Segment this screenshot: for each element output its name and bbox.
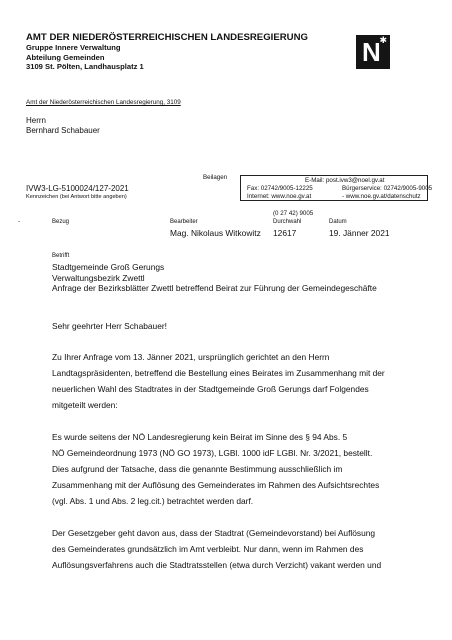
betreff-line: Anfrage der Bezirksblätter Zwettl betreffend Beirat zur Führung der Gemeindegeschäfte xyxy=(52,283,377,293)
betreff-label: Betrifft xyxy=(52,253,70,259)
paragraph-line: neuerlichen Wahl des Stadtrates in der Stadtgemeinde Groß Gerungs darf Folgendes xyxy=(52,384,369,394)
paragraph-line: Auflösungsverfahrens auch die Stadtratsstellen (etwa durch Verzicht) vakant werden und xyxy=(52,560,382,570)
logo-star-icon: ✱ xyxy=(379,35,387,45)
bearbeiter-value: Mag. Nikolaus Witkowitz xyxy=(170,228,261,238)
sender-line: Amt der Niederösterreichischen Landesregierung, 3109 xyxy=(26,99,181,106)
recipient-name: Bernhard Schabauer xyxy=(26,125,100,135)
letterhead-title: AMT DER NIEDERÖSTERREICHISCHEN LANDESREGIERUNG xyxy=(26,32,308,43)
paragraph-line: Der Gesetzgeber geht davon aus, dass der Stadtrat (Gemeindevorstand) bei Auflösung xyxy=(52,528,376,538)
reference-number: IVW3-LG-5100024/127-2021 xyxy=(26,184,129,193)
paragraph-line: Landtagspräsidenten, betreffend die Bestellung eines Beirates im Zusammenhang mit der xyxy=(52,368,385,378)
logo-letter: N xyxy=(362,37,381,67)
margin-dash: - xyxy=(18,219,20,225)
letterhead-line: Gruppe Innere Verwaltung xyxy=(26,43,121,52)
contact-internet: Internet: www.noe.gv.at xyxy=(247,193,312,200)
phone-prefix: (0 27 42) 9005 xyxy=(273,210,314,217)
contact-datenschutz: - www.noe.gv.at/datenschutz xyxy=(342,193,421,200)
datum-label: Datum xyxy=(329,219,347,225)
contact-fax: Fax: 02742/9005-12225 xyxy=(247,185,313,192)
contact-buergerservice: Bürgerservice: 02742/9005-9005 xyxy=(342,185,433,192)
recipient xyxy=(26,116,100,135)
beilagen-label: Beilagen xyxy=(203,174,228,181)
paragraph-line: (vgl. Abs. 1 und Abs. 2 leg.cit.) betrachtet werden darf. xyxy=(52,496,254,506)
salutation: Sehr geehrter Herr Schabauer! xyxy=(52,321,167,331)
paragraph-line: Dies aufgrund der Tatsache, dass die genannte Bestimmung ausschließlich im xyxy=(52,464,343,474)
durchwahl-label: Durchwahl xyxy=(273,219,302,225)
durchwahl-value: 12617 xyxy=(273,228,297,238)
datum-value: 19. Jänner 2021 xyxy=(329,228,390,238)
contact-box xyxy=(240,175,433,201)
paragraph-line: Es wurde seitens der NÖ Landesregierung kein Beirat im Sinne des § 94 Abs. 5 xyxy=(52,432,348,442)
reference-note: Kennzeichen (bei Antwort bitte angeben) xyxy=(26,194,127,200)
paragraph-line: NÖ Gemeindeordnung 1973 (NÖ GO 1973), LGBl. 1000 idF LGBl. Nr. 3/2021, bestellt. xyxy=(52,448,373,458)
bearbeiter-label: Bearbeiter xyxy=(170,219,198,225)
paragraph-line: mitgeteilt werden: xyxy=(52,400,118,410)
noe-logo xyxy=(356,35,390,69)
bezug-label: Bezug xyxy=(52,219,70,225)
betreff-line: Verwaltungsbezirk Zwettl xyxy=(52,272,145,283)
paragraph-line: Zu Ihrer Anfrage vom 13. Jänner 2021, ursprünglich gerichtet an den Herrn xyxy=(52,352,330,362)
betreff xyxy=(52,262,377,294)
betreff-line: Stadtgemeinde Groß Gerungs xyxy=(52,262,165,272)
letterhead-line: 3109 St. Pölten, Landhausplatz 1 xyxy=(26,62,144,72)
paragraph-line: des Gemeinderates grundsätzlich im Amt verbleibt. Nur dann, wenn im Rahmen des xyxy=(52,544,364,554)
letterhead-line: Abteilung Gemeinden xyxy=(26,52,105,62)
recipient-line: Herrn xyxy=(26,116,47,125)
contact-email: E-Mail: post.ivw3@noel.gv.at xyxy=(305,177,385,184)
letterhead xyxy=(26,32,308,72)
paragraph-line: Zusammenhang mit der Auflösung des Gemeinderates im Rahmen des Aufsichtsrechtes xyxy=(52,480,380,490)
